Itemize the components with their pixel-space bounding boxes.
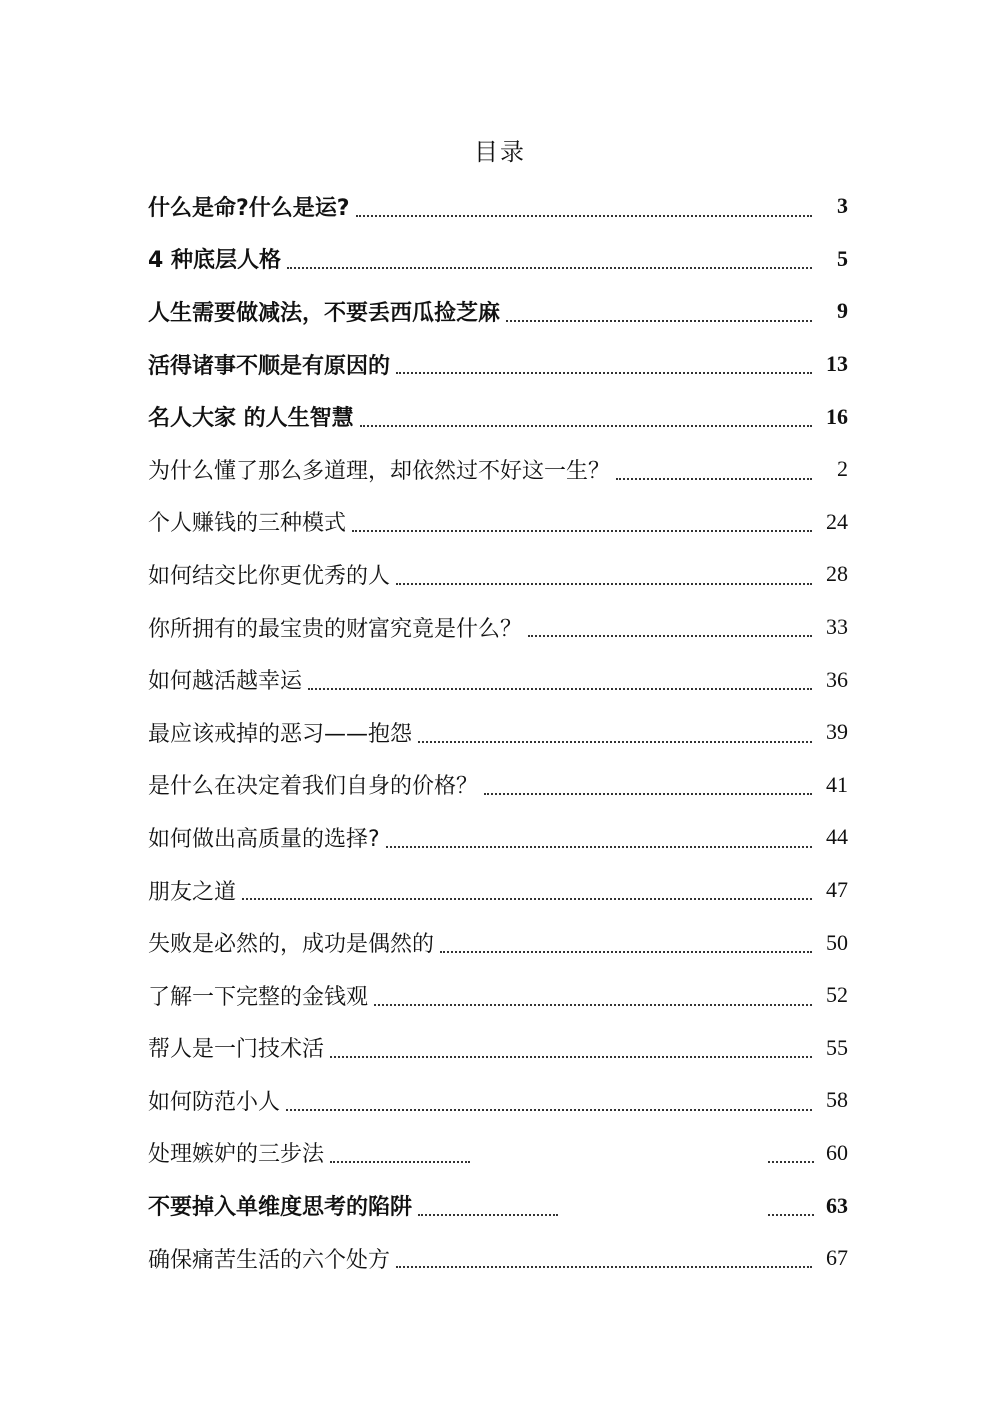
- toc-entry[interactable]: [148, 390, 848, 443]
- toc-entry-page-number: 63: [826, 1192, 848, 1218]
- toc-entry[interactable]: [148, 338, 848, 391]
- leader-dots: [308, 688, 812, 690]
- leader-dots: [506, 320, 812, 322]
- toc-entry-title: 活得诸事不顺是有原因的: [148, 353, 391, 379]
- leader-dots: [484, 793, 812, 795]
- leader-dots: [242, 898, 812, 900]
- toc-entry-page-number: 67: [826, 1245, 848, 1271]
- toc-entry-title: 个人赚钱的三种模式: [148, 511, 347, 537]
- toc-entry-page-number: 33: [826, 614, 848, 640]
- toc-entry[interactable]: [148, 496, 848, 549]
- toc-entry-page-number: 24: [826, 508, 848, 534]
- leader-dots: [528, 635, 812, 637]
- toc-entry-title: 什么是命?什么是运?: [148, 195, 350, 221]
- toc-entry[interactable]: [148, 285, 848, 338]
- toc-entry[interactable]: [148, 1179, 848, 1232]
- toc-entry-title: 如何结交比你更优秀的人: [148, 563, 391, 589]
- toc-entry-page-number: 41: [826, 771, 848, 797]
- leader-dots: [374, 1004, 812, 1006]
- toc-entry[interactable]: [148, 759, 848, 812]
- leader-dots: [330, 1056, 812, 1058]
- toc-entry-page-number: 9: [837, 298, 848, 324]
- leader-dots: [418, 741, 812, 743]
- leader-dots: [386, 846, 812, 848]
- toc-entry[interactable]: [148, 916, 848, 969]
- toc-entry-title: 帮人是一门技术活: [148, 1037, 325, 1063]
- toc-entry-title: 4 种底层人格: [148, 248, 281, 274]
- toc-entry-title: 如何防范小人: [148, 1089, 281, 1115]
- toc-entry-page-number: 13: [826, 351, 848, 377]
- leader-dots: [287, 267, 812, 269]
- toc-entry[interactable]: [148, 811, 848, 864]
- toc-entry-page-number: 58: [826, 1087, 848, 1113]
- toc-entry-title: 最应该戒掉的恶习——抱怨: [148, 721, 413, 747]
- toc-entry-title: 朋友之道: [148, 879, 237, 905]
- toc-entry-page-number: 55: [826, 1034, 848, 1060]
- toc-title: 目录: [474, 138, 526, 166]
- leader-dots: [352, 530, 812, 532]
- leader-dots: [440, 951, 812, 953]
- toc-entry[interactable]: [148, 1022, 848, 1075]
- toc-entry[interactable]: [148, 1127, 848, 1180]
- toc-entry[interactable]: [148, 233, 848, 286]
- toc-entry-title: 如何越活越幸运: [148, 669, 303, 695]
- toc-entry-title: 确保痛苦生活的六个处方: [148, 1247, 391, 1273]
- toc-entry[interactable]: [148, 548, 848, 601]
- toc-entry-page-number: 3: [837, 193, 848, 219]
- toc-entry[interactable]: [148, 864, 848, 917]
- leader-dots: [616, 478, 812, 480]
- toc-entry-page-number: 39: [826, 719, 848, 745]
- toc-entry-title: 人生需要做减法，不要丢西瓜捡芝麻: [148, 300, 501, 326]
- toc-entry-title: 为什么懂了那么多道理，却依然过不好这一生？: [148, 458, 611, 484]
- toc-entry-title: 你所拥有的最宝贵的财富究竟是什么？: [148, 616, 523, 642]
- toc-entry-page-number: 50: [826, 929, 848, 955]
- toc-entry-page-number: 47: [826, 877, 848, 903]
- toc-entry-title: 不要掉入单维度思考的陷阱: [148, 1195, 413, 1221]
- toc-entry-title: 是什么在决定着我们自身的价格？: [148, 774, 479, 800]
- toc-entry-page-number: 60: [826, 1139, 848, 1165]
- toc-entry-title: 名人大家 的人生智慧: [148, 406, 354, 432]
- toc-entry-title: 失败是必然的，成功是偶然的: [148, 932, 435, 958]
- toc-entry-title: 如何做出高质量的选择?: [148, 826, 380, 852]
- toc-entry-page-number: 2: [837, 456, 848, 482]
- toc-entry[interactable]: [148, 601, 848, 654]
- leader-dots: [330, 1161, 470, 1163]
- toc-entry[interactable]: [148, 1232, 848, 1285]
- toc-entry-page-number: 44: [826, 824, 848, 850]
- toc-entry-page-number: 52: [826, 982, 848, 1008]
- leader-dots: [396, 583, 812, 585]
- toc-entry[interactable]: [148, 180, 848, 233]
- toc-entry[interactable]: [148, 969, 848, 1022]
- toc-list: [148, 180, 848, 1284]
- toc-entry[interactable]: [148, 653, 848, 706]
- leader-dots: [768, 1214, 814, 1216]
- toc-entry[interactable]: [148, 1074, 848, 1127]
- leader-dots: [396, 1266, 812, 1268]
- toc-entry-page-number: 36: [826, 666, 848, 692]
- leader-dots: [286, 1109, 812, 1111]
- toc-entry-title: 了解一下完整的金钱观: [148, 984, 369, 1010]
- toc-entry-page-number: 28: [826, 561, 848, 587]
- toc-entry[interactable]: [148, 706, 848, 759]
- toc-entry-page-number: 5: [837, 245, 848, 271]
- toc-entry-title: 处理嫉妒的三步法: [148, 1142, 325, 1168]
- leader-dots: [418, 1214, 558, 1216]
- toc-entry-page-number: 16: [826, 403, 848, 429]
- leader-dots: [356, 215, 812, 217]
- leader-dots: [396, 372, 812, 374]
- toc-entry[interactable]: [148, 443, 848, 496]
- leader-dots: [360, 425, 812, 427]
- leader-dots: [768, 1161, 814, 1163]
